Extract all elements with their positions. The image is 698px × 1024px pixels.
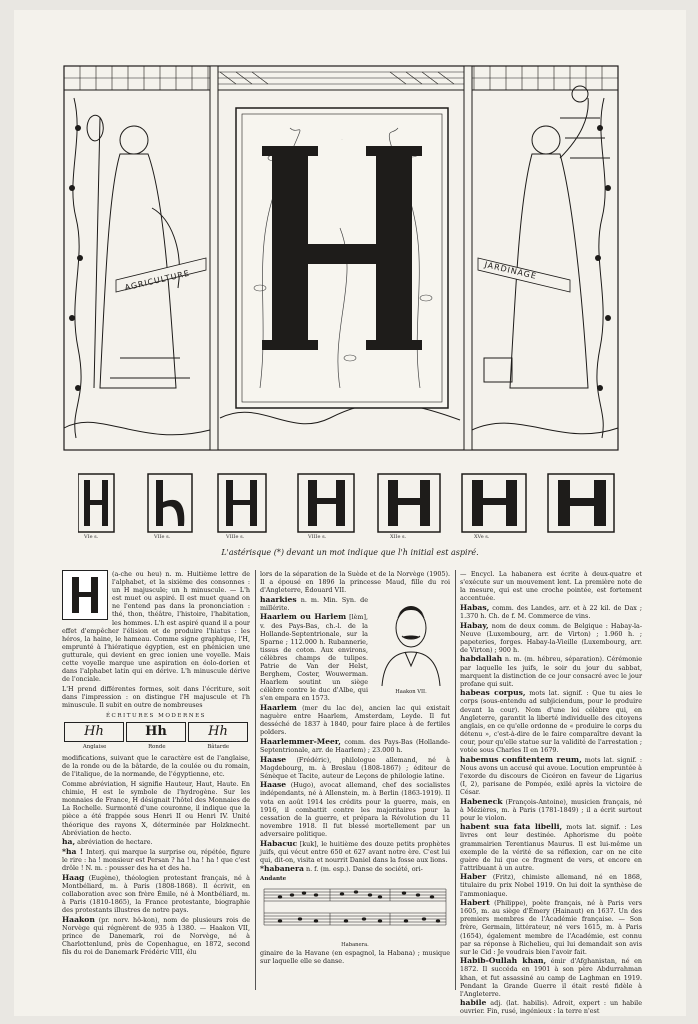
dictionary-page (14, 10, 686, 1016)
entry-haase-frederic: Haase (Frédéric), philologue allemand, né à Magdebourg, m. à Breslau (1808-1867) ; éditeur de Sénèque et Tacite, auteur de Leçons de philologie latine. (260, 754, 450, 780)
score-tempo: Andante (260, 875, 287, 882)
entry-haber: Haber (Fritz), chimiste allemand, né en 1868, titulaire du prix Nobel 1919. On lui doit la synthèse de l'ammoniaque. (460, 872, 642, 898)
entry-h-intro: (a-che ou heu) n. m. Huitième lettre de l'alphabet, et la sixième des consonnes : un H majuscule; un h minuscule. — L'h est muet ou aspiré. Il est muet quand on ne l'entend pas dans la prononciation : thé, thon, théâtre, l'histoire, l'habitation, les hommes. L'h est aspiré quand il a pour effet d'empêcher l'élision et de produire l'hiatus : les héros, la haine, le hameau. Comme signe graphique, l'H, emprunté à l'hiératique égyptien, est en phénicien une gutturale, qui devient en grec ionien une voyelle. Mais cette voyelle marque une aspiration en éolo-dorien et dans l'alphabet latin qui en dérive. L'h minuscule dérive de l'onciale. (62, 570, 250, 684)
ecritures-title: ÉCRITURES MODERNES (105, 713, 207, 720)
label-batarde: Bâtarde (207, 744, 230, 751)
column-2 (260, 570, 450, 967)
habanera-score (260, 885, 450, 937)
jardinage-banner: JARDINAGE (483, 260, 538, 281)
entry-ha: ha, abréviation de hectare. (62, 837, 153, 847)
entry-haarlem: Haarlem ou Harlem [lèm], v. des Pays-Bas, ch.-l. de la Hollande-Septentrionale, sur la Sparne ; 112.000 h. Rubannerie, tissus de coton. Aux environs, célèbres champs de tulipes. Patrie de Van der Helst, Berghem, Coster, Wouwerman. Haarlem soutint un siège célèbre contre le duc d'Albe, qui s'en empara en 1573. (260, 612, 368, 703)
entry-habacuc: Habacuc [kuk], le huitième des douze petits prophètes juifs, qui vécut entre 650 et 627 avant notre ère. C'est lui qui, dit-on, visita et nourrit Daniel dans la fosse aux lions. (260, 838, 450, 864)
ecritures-labels (62, 743, 250, 751)
entry-habanera: *habanera n. f. (m. esp.). Danse de société, ori- (260, 864, 423, 874)
entry-haarkies: haarkies n. m. Min. Syn. de millérite. (260, 594, 368, 612)
entry-haarlemmermeer: Haarlemmer-Meer, comm. des Pays-Bas (Hollande-Septentrionale, arr. de Haarlem) ; 23.000 h. (260, 736, 450, 754)
letter-evolution (78, 468, 618, 548)
evolution-caption: XVe s. (474, 534, 490, 540)
ornament-illustration (60, 58, 622, 456)
entry-h-forms: L'H prend différentes formes, soit dans l'écriture, soit dans l'impression : on distingue l'H majuscule et l'h minuscule. Il subit en outre de nombreuses (62, 684, 250, 709)
agriculture-banner: AGRICULTURE (123, 268, 191, 293)
evolution-caption: VIIe s. (154, 534, 171, 540)
column-divider (455, 570, 456, 990)
entry-habanera-encycl: — Encycl. La habanera est écrite à deux-quatre et s'exécute sur un mouvement lent. La première note de la mesure, qui est une croche pointée, est fortement accentuée. (460, 570, 642, 603)
portrait-haakon (372, 596, 450, 694)
portrait-illustration (372, 596, 450, 686)
entry-haakon: Haakon (pr. norv. hô-kon), nom de plusieurs rois de Norvège qui régnèrent de 935 à 1380. — Haakon VII, prince de Danemark, roi de Norvège, né à Charlottenlund, près de Copenhague, en 1872, second fils du roi de Danemark Frédéric VIII, élu (62, 914, 250, 956)
entry-habib-oullah: Habib-Oullah khan, émir d'Afghanistan, né en 1872. Il succéda en 1901 à son père Abdurrahman khan, et fut assassiné au camp de Laghman en 1919. Pendant la Grande Guerre il était resté fidèle à l'Angleterre. (460, 956, 642, 998)
entry-haarlem-mer: Haarlem (mer du lac de), ancien lac qui existait naguère entre Haarlem, Amsterdam, Leyde. Il fut desséché de 1837 à 1840, pour faire place à de fertiles polders. (260, 703, 450, 737)
portrait-caption: Haakon VII. (395, 688, 427, 695)
ecriture-anglaise: Hh (64, 722, 124, 742)
column-3 (460, 570, 642, 1016)
entry-habert: Habert (Philippe), poète français, né à Paris vers 1605, m. au siège d'Émery (Hainaut) en 1637. Un des premiers membres de l'Académie française. — Son frère, Germain, littérateur, né vers 1615, m. à Paris (1654), également membre de l'Académie, est connu par sa réponse à Richelieu, qui lui demandait son avis sur le Cid : Je voudrais bien l'avoir fait. (460, 898, 642, 956)
dropcap-h (62, 570, 108, 620)
label-anglaise: Anglaise (82, 744, 107, 751)
entry-h-abbr: Comme abréviation, H signifie Hauteur, Haut, Haute. En chimie, H est le symbole de l'hydrogène. Sur les monnaies de France, H désignait l'hôtel des Monnaies de La Rochelle. Surmonté d'une couronne, il indique que la pièce a été frappée sous Henri II ou Henri IV. Unité théorique des rayons X, déterminée par Holzknecht. Abréviation de hecto. (62, 780, 250, 837)
ornament-header (60, 58, 622, 456)
evolution-caption: VIIIe s. (226, 534, 245, 540)
ecriture-batarde: Hh (188, 722, 248, 742)
ecritures-samples (64, 722, 248, 742)
label-ronde: Ronde (148, 744, 166, 751)
entry-habent: habent sua fata libelli, mots lat. signif. : Les livres ont leur destinée. Aphorisme du poète grammairien Terentianus Maurus. Il est lui-même un exemple de la vérité de sa réflexion, car on ne cite guère de lui que ce fragment de vers, et encore en l'attribuant à un autre. (460, 822, 642, 872)
entry-haag: Haag (Eugène), théologien protestant français, né à Montbéliard, m. à Paris (1808-1868). Il écrivit, en collaboration avec son frère Émile, né à Montbéliard, m. à Paris (1810-1865), la France protestante, biographie des protestants illustres de notre pays. (62, 872, 250, 914)
evolution-caption: VIIIe s. (308, 534, 327, 540)
entry-h-mods: modifications, suivant que le caractère est de l'anglaise, de la ronde ou de la bâtarde, de la coulée ou du romain, de l'italique, de la normande, de l'égyptienne, etc. (62, 754, 250, 779)
entry-habanera-cont: ginaire de la Havane (en espagnol, la Habana) ; musique sur laquelle elle se danse. (260, 949, 450, 966)
column-1 (62, 570, 250, 958)
entry-haakon-cont: lors de la séparation de la Suède et de la Norvège (1905). Il a épousé en 1896 la princesse Maud, fille du roi d'Angleterre, Édouard VII. (260, 570, 450, 595)
entry-habeas-corpus: habeas corpus, mots lat. signif. : Que tu aies le corps (sous-entendu ad subjiciendum, pour le produire devant la cour). Nom d'une loi célèbre qui, en Angleterre, garantit la liberté individuelle des citoyens anglais, en ce qu'elle ordonne de « produire le corps du détenu », c'est-à-dire de le faire comparaître devant la cour, pour qu'elle statue sur la validité de l'arrestation ; votée sous Charles II en 1679. (460, 688, 642, 754)
entry-habdallah: habdallah n. m. (m. hébreu, séparation). Cérémonie par laquelle les juifs, le soir du jour du sabbat, marquent la distinction de ce jour consacré avec le jour profane qui suit. (460, 654, 642, 688)
entry-habile: habile adj. (lat. habilis). Adroit, expert : un habile ouvrier. Fin, rusé, ingénieux : la terre n'est (460, 998, 642, 1016)
evolution-caption: VIe s. (84, 534, 99, 540)
entry-haase-hugo: Haase (Hugo), avocat allemand, chef des socialistes indépendants, né à Allenstein, m. à Berlin (1863-1919). Il vota en août 1914 les crédits pour la guerre, mais, en 1916, il combattit contre les majoritaires pour la cessation de la guerre, et prépara la Révolution du 11 novembre 1918. Il fut blessé mortellement par un adversaire politique. (260, 780, 450, 838)
evolution-caption: XIIe s. (390, 534, 407, 540)
entry-habemus: habemus confitentem reum, mots lat. signif. : Nous avons un accusé qui avoue. Locution empruntée à l'exorde du discours de Cicéron en faveur de Ligarius (I, 2), parisane de Pompée, exilé après la victoire de César. (460, 754, 642, 796)
aspirate-note: L'astérisque (*) devant un mot indique que l'h initial est aspiré. (221, 548, 479, 557)
ecriture-ronde: Hh (126, 722, 186, 742)
entry-habas: Habas, comm. des Landes, arr. et à 22 kil. de Dax ; 1.370 h. Ch. de f. M. Commerce de vins. (460, 602, 642, 620)
score-caption: Habanera. (341, 942, 369, 949)
entry-habeneck: Habeneck (François-Antoine), musicien français, né à Mézières, m. à Paris (1781-1849) ; il a écrit surtout pour le violon. (460, 796, 642, 822)
column-divider (255, 570, 256, 990)
entry-ha-interj: *ha ! Interj. qui marque la surprise ou, répétée, figure le rire : ha ! monsieur est Persan ? ha ! ha ! ha ! que c'est drôle ! N. m. : pousser des ha et des ha. (62, 846, 250, 872)
big-letter: H (341, 140, 343, 141)
entry-habay: Habay, nom de deux comm. de Belgique : Habay-la-Neuve (Luxembourg, arr. de Virton) ; 1.960 h. ; papeteries, forges. Habay-la-Vieille (Luxembourg, arr. de Virton) ; 900 h. (460, 620, 642, 654)
